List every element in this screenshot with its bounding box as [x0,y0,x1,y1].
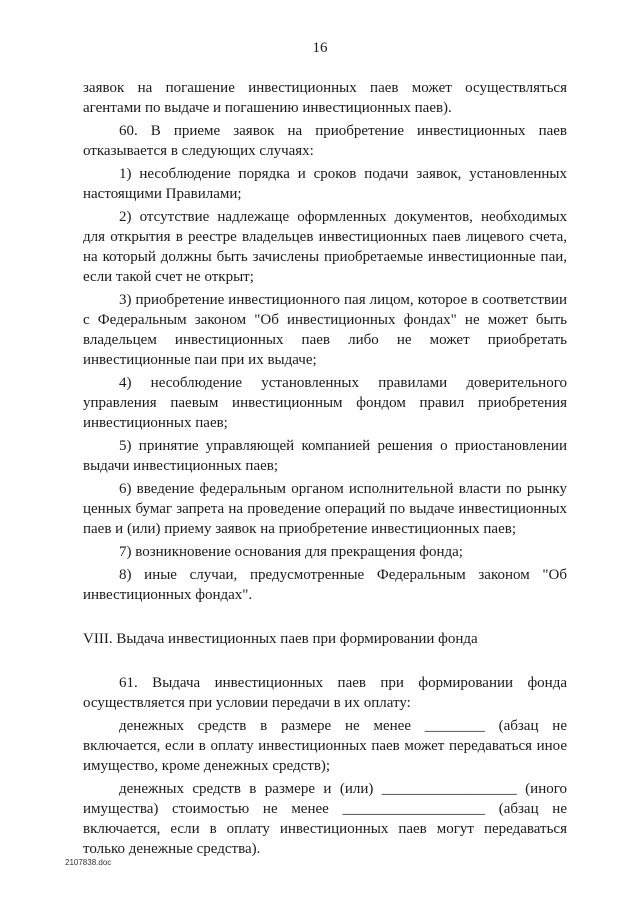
list-item-7: 7) возникновение основания для прекращения фонда; [119,544,463,560]
footer-filename: 2107838.doc [65,858,112,867]
list-item-1: 1) несоблюдение порядка и сроков подачи заявок, установленных настоящими Правилами; [83,166,567,202]
list-item-5: 5) принятие управляющей компанией решения о приостановлении выдачи инвестиционных паев; [83,438,567,474]
list-item-6: 6) введение федеральным органом исполнительной власти по рынку ценных бумаг запрета на проведение операций по выдаче инвестиционных паев и (или) приему заявок на приобретение инвестиционных паев; [83,481,567,537]
list-item-2: 2) отсутствие надлежаще оформленных документов, необходимых для открытия в реестре владельцев инвестиционных паев лицевого счета, на который должны быть зачислены приобретаемые инвестиционные паи, если такой счет не открыт; [83,209,567,285]
page-number: 16 [312,40,328,56]
paragraph-clause-60: 60. В приеме заявок на приобретение инвестиционных паев отказывается в следующих случаях: [83,123,567,159]
list-item-8: 8) иные случаи, предусмотренные Федеральным законом "Об инвестиционных фондах". [83,567,567,603]
paragraph-continuation: заявок на погашение инвестиционных паев может осуществляться агентами по выдаче и погашению инвестиционных паев). [83,80,567,116]
list-item-3: 3) приобретение инвестиционного пая лицом, которое в соответствии с Федеральным законом "Об инвестиционных фондах" не может быть владельцем инвестиционных паев либо не может приобретать инвестиционные паи при их выдаче; [83,292,567,368]
paragraph-clause-61: 61. Выдача инвестиционных паев при формировании фонда осуществляется при условии передачи в их оплату: [83,675,567,711]
list-item-4: 4) несоблюдение установленных правилами доверительного управления паевым инвестиционным фондом правил приобретения инвестиционных паев; [83,375,567,431]
paragraph-property-condition: денежных средств в размере и (или) __________________ (иного имущества) стоимостью не менее ___________________ (абзац не включается, если в оплату инвестиционных паев могут передаваться только денежные средства). [83,781,567,857]
document-body [83,78,567,862]
paragraph-cash-condition: денежных средств в размере не менее ________ (абзац не включается, если в оплату инвестиционных паев может передаваться иное имущество, кроме денежных средств); [83,718,567,774]
section-heading: VIII. Выдача инвестиционных паев при формировании фонда [83,631,478,647]
